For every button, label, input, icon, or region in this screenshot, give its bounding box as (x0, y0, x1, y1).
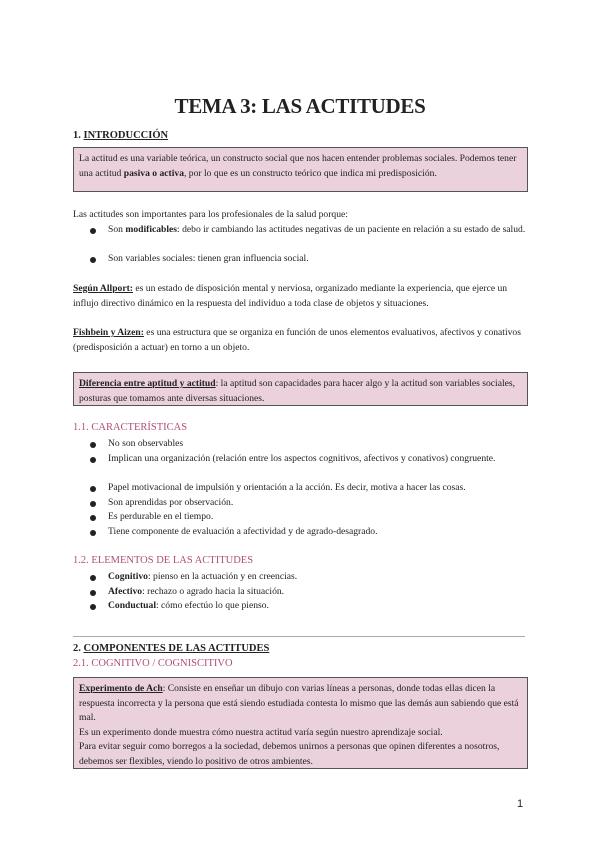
allport-definition: Según Allport: es un estado de disposición mental y nerviosa, organizado mediante la experiencia, que ejerce un influjo directivo dinámico en la respuesta del individuo a toda clase de objetos y situaciones. (73, 283, 508, 309)
experiment-paragraph: Es un experimento donde muestra cómo nuestra actitud varía según nuestro aprendizaje social. (79, 726, 443, 738)
page-title: TEMA 3: LAS ACTITUDES (174, 94, 426, 118)
list-item: Conductual: cómo efectúo lo que pienso. (108, 600, 269, 611)
difference-box: Diferencia entre aptitud y actitud: la aptitud son capacidades para hacer algo y la actitud son variables sociales, posturas que tomamos ante diversas situaciones. (73, 372, 528, 406)
list-item: Implican una organización (relación entre los aspectos cognitivos, afectivos y conativos) congruente. (108, 453, 496, 464)
bullet-icon (90, 515, 96, 521)
list-item: Son variables sociales: tienen gran influencia social. (108, 253, 309, 264)
experiment-box (73, 677, 528, 769)
bullet-icon (90, 457, 96, 463)
section-1-2-heading: 1.2. ELEMENTOS DE LAS ACTITUDES (73, 555, 254, 566)
section-2-heading: 2. COMPONENTES DE LAS ACTITUDES (73, 643, 270, 654)
bullet-icon (90, 590, 96, 596)
section-1-heading: 1. INTRODUCCIÓN (73, 130, 169, 141)
bullet-icon (90, 486, 96, 492)
bullet-icon (90, 228, 96, 234)
list-item: Es perdurable en el tiempo. (108, 511, 214, 522)
bullet-icon (90, 442, 96, 448)
bullet-icon (90, 501, 96, 507)
experiment-paragraph: Para evitar seguir como borregos a la sociedad, debemos unirnos a personas que opinen diferentes a nosotros, debemos ser flexibles, viendo lo positivo de otros ambientes. (79, 741, 500, 767)
list-item: Son aprendidas por observación. (108, 497, 234, 508)
list-item: Cognitivo: pienso en la actuación y en creencias. (108, 571, 298, 582)
bullet-icon (90, 604, 96, 610)
experiment-paragraph: Experimento de Ach: Consiste en enseñar un dibujo con varias líneas a personas, donde todas ellas dicen la respuesta incorrecta y la persona que está siendo estudiada contesta lo mismo que las demás aun sabiendo que está mal. (79, 683, 519, 723)
intro-paragraph: Las actitudes son importantes para los profesionales de la salud porque: (73, 209, 348, 220)
definition-box: La actitud es una variable teórica, un constructo social que nos hacen entender problemas sociales. Podemos tener una actitud pasiva o activa, por lo que es un constructo teórico que indica mi predisposición. (73, 147, 528, 192)
list-item: Tiene componente de evaluación a afectividad y de agrado-desagrado. (108, 526, 378, 537)
list-item: Son modificables: debo ir cambiando las actitudes negativas de un paciente en relación a su estado de salud. (108, 224, 526, 235)
list-item: Afectivo: rechazo o agrado hacia la situación. (108, 586, 285, 597)
section-divider (73, 636, 525, 637)
section-1-1-heading: 1.1. CARACTERÍSTICAS (73, 422, 188, 433)
bullet-icon (90, 530, 96, 536)
fishbein-definition: Fishbein y Aizen: es una estructura que se organiza en función de unos elementos evaluativos, afectivos y conativos (predisposición a actuar) en torno a un objeto. (73, 327, 521, 353)
page-number: 1 (517, 798, 524, 810)
bullet-icon (90, 257, 96, 263)
bullet-icon (90, 575, 96, 581)
list-item: Papel motivacional de impulsión y orientación a la acción. Es decir, motiva a hacer las cosas. (108, 482, 466, 493)
list-item: No son observables (108, 438, 184, 449)
section-2-1-heading: 2.1. COGNITIVO / COGNISCITIVO (73, 658, 233, 669)
